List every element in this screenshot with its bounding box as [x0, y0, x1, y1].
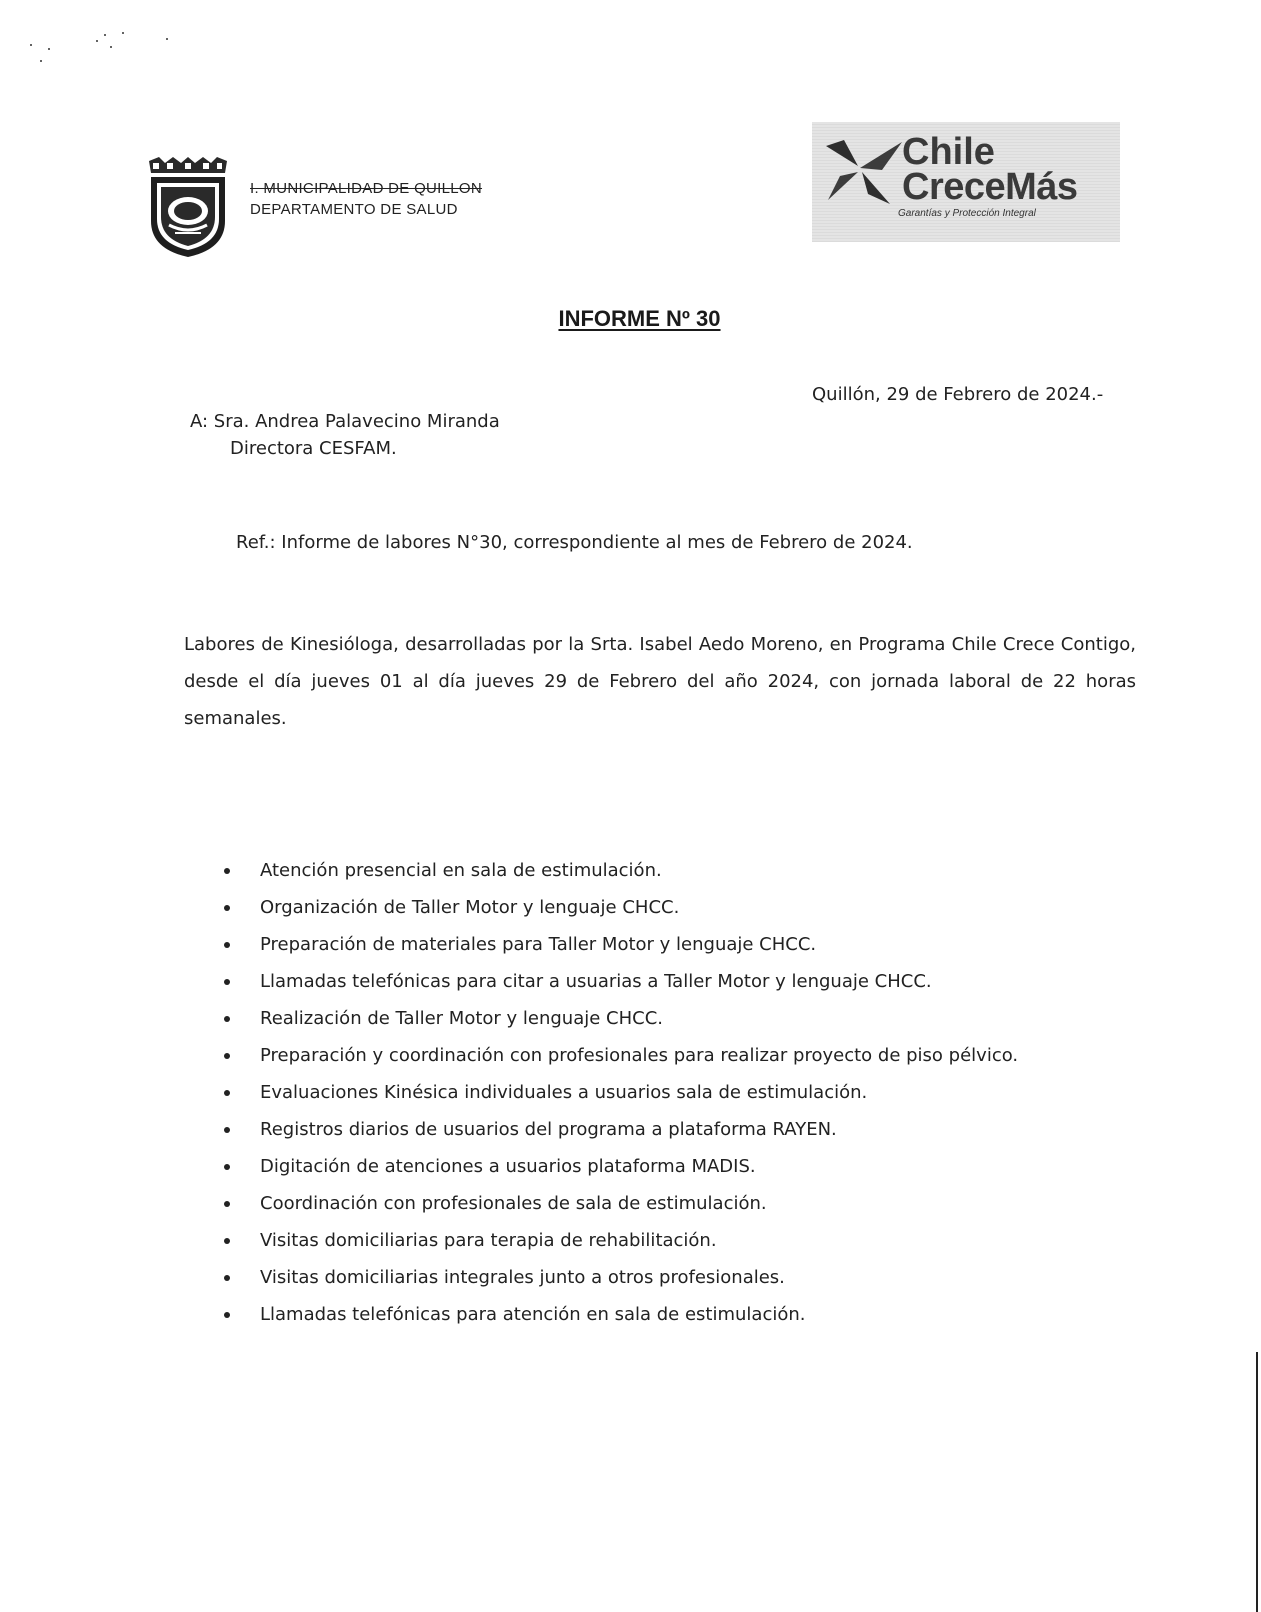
task-text: Organización de Taller Motor y lenguaje CHCC.	[260, 897, 680, 918]
list-item	[222, 1074, 1018, 1111]
pinwheel-logo-icon	[824, 136, 904, 206]
bullet-icon	[224, 1090, 230, 1096]
list-item	[222, 1296, 1018, 1333]
department-name: DEPARTAMENTO DE SALUD	[250, 201, 458, 218]
list-item	[222, 963, 1018, 1000]
logo-word-crecemas: CreceMás	[902, 166, 1078, 208]
list-item	[222, 1000, 1018, 1037]
bullet-icon	[224, 979, 230, 985]
logo-word-chile: Chile	[902, 131, 995, 173]
scan-edge-line	[1256, 1352, 1258, 1612]
scan-speck	[96, 40, 98, 42]
task-text: Visitas domiciliarias para terapia de rehabilitación.	[260, 1230, 717, 1251]
bullet-icon	[224, 1127, 230, 1133]
list-item	[222, 1222, 1018, 1259]
report-date: Quillón, 29 de Febrero de 2024.-	[812, 384, 1104, 405]
task-text: Preparación y coordinación con profesionales para realizar proyecto de piso pélvico.	[260, 1045, 1019, 1066]
reference-line: Ref.: Informe de labores N°30, correspondiente al mes de Febrero de 2024.	[236, 532, 913, 553]
bullet-icon	[224, 905, 230, 911]
municipality-name: I. MUNICIPALIDAD DE QUILLON	[250, 180, 483, 197]
addressee-role: Directora CESFAM.	[230, 438, 397, 459]
task-text: Atención presencial en sala de estimulación.	[260, 860, 662, 881]
list-item	[222, 1148, 1018, 1185]
bullet-icon	[224, 942, 230, 948]
bullet-icon	[224, 1312, 230, 1318]
task-text: Registros diarios de usuarios del programa a plataforma RAYEN.	[260, 1119, 837, 1140]
scan-speck	[40, 60, 42, 62]
list-item	[222, 926, 1018, 963]
body-paragraph: Labores de Kinesióloga, desarrolladas por la Srta. Isabel Aedo Moreno, en Programa Chile Crece Contigo, desde el día jueves 01 al día jueves 29 de Febrero del año 2024, con jornada laboral de 22 horas semanales.	[184, 634, 1136, 729]
scan-speck	[48, 48, 50, 50]
scan-speck	[110, 46, 112, 48]
chile-crece-mas-logo	[812, 122, 1120, 242]
list-item	[222, 1111, 1018, 1148]
bullet-icon	[224, 1275, 230, 1281]
logo-tagline: Garantías y Protección Integral	[898, 208, 1036, 219]
bullet-icon	[224, 868, 230, 874]
addressee-block	[190, 408, 500, 462]
addressee-name: A: Sra. Andrea Palavecino Miranda	[190, 411, 500, 432]
letterhead-text	[250, 178, 482, 220]
bullet-icon	[224, 1016, 230, 1022]
report-title: INFORME Nº 30	[558, 306, 721, 331]
list-item	[222, 1185, 1018, 1222]
task-text: Evaluaciones Kinésica individuales a usuarios sala de estimulación.	[260, 1082, 868, 1103]
task-text: Visitas domiciliarias integrales junto a otros profesionales.	[260, 1267, 785, 1288]
scan-speck	[122, 32, 124, 34]
bullet-icon	[224, 1053, 230, 1059]
task-list	[222, 852, 1018, 1333]
task-text: Realización de Taller Motor y lenguaje CHCC.	[260, 1008, 664, 1029]
scan-speck	[30, 44, 32, 46]
bullet-icon	[224, 1238, 230, 1244]
task-text: Coordinación con profesionales de sala de estimulación.	[260, 1193, 767, 1214]
scan-speck	[166, 38, 168, 40]
list-item	[222, 852, 1018, 889]
list-item	[222, 889, 1018, 926]
task-text: Llamadas telefónicas para citar a usuarias a Taller Motor y lenguaje CHCC.	[260, 971, 932, 992]
task-text: Digitación de atenciones a usuarios plataforma MADIS.	[260, 1156, 756, 1177]
list-item	[222, 1037, 1018, 1074]
list-item	[222, 1259, 1018, 1296]
task-text: Llamadas telefónicas para atención en sala de estimulación.	[260, 1304, 806, 1325]
task-text: Preparación de materiales para Taller Motor y lenguaje CHCC.	[260, 934, 817, 955]
bullet-icon	[224, 1164, 230, 1170]
bullet-icon	[224, 1201, 230, 1207]
scan-speck	[104, 34, 106, 36]
municipal-crest-icon	[145, 155, 231, 259]
